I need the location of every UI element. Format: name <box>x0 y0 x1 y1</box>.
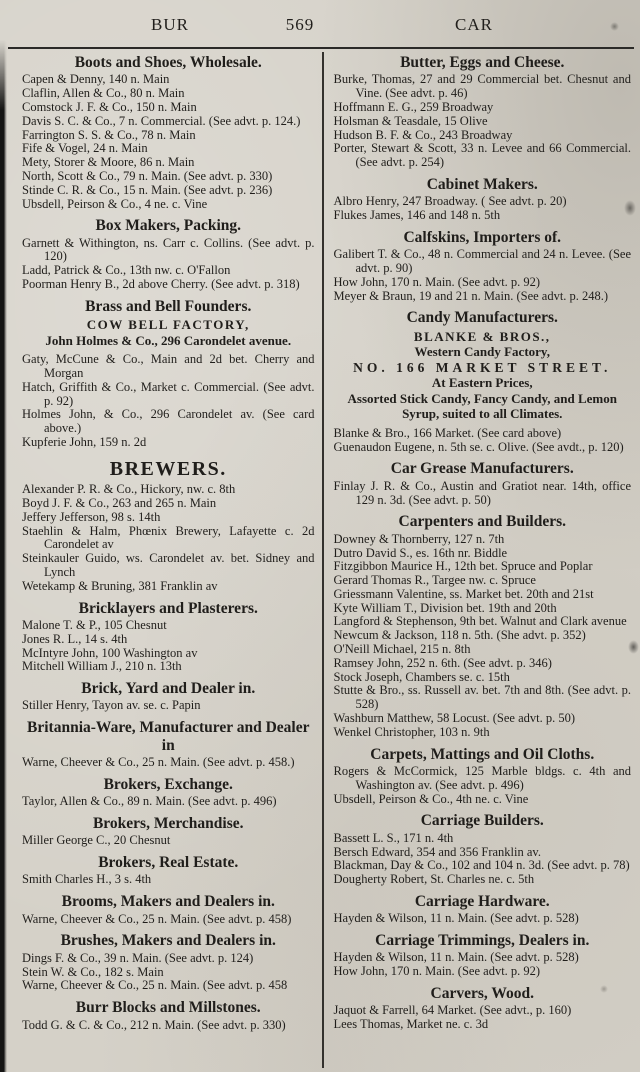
directory-entry: Finlay J. R. & Co., Austin and Gratiot near. 14th, office 129 n. 3d. (See advt. p. 50) <box>333 478 631 507</box>
card-line: COW BELL FACTORY, <box>86 317 250 333</box>
directory-entry: Hatch, Griffith & Co., Market c. Commercial. (See advt. p. 92) <box>22 379 315 408</box>
section-brokers-real-estate <box>22 854 315 887</box>
section-heading: Brokers, Merchandise. <box>92 814 244 832</box>
directory-entry: How John, 170 n. Main. (See advt. p. 92) <box>333 274 541 289</box>
section-brass-and-bell-founders <box>22 298 315 450</box>
section-brokers-exchange <box>22 776 315 809</box>
directory-entry: Bassett L. S., 171 n. 4th <box>333 830 454 845</box>
section-car-grease-manufacturers <box>334 460 632 507</box>
card-line: Western Candy Factory, <box>414 344 550 360</box>
directory-entry: Jones R. L., 14 s. 4th <box>22 631 128 646</box>
directory-entry: Staehlin & Halm, Phœnix Brewery, Lafayette c. 2d Carondelet av <box>22 523 315 552</box>
card-line: NO. 166 MARKET STREET. <box>353 359 612 375</box>
directory-entry: Blackman, Day & Co., 102 and 104 n. 3d. (See advt. p. 78) <box>333 858 630 873</box>
directory-entry: Porter, Stewart & Scott, 33 n. Levee and 66 Commercial. (See advt. p. 254) <box>333 141 631 170</box>
directory-entry: Warne, Cheever & Co., 25 n. Main. (See advt. p. 458 <box>22 978 288 993</box>
section-carpenters-and-builders <box>334 513 632 739</box>
business-card <box>22 317 315 348</box>
directory-entry: Downey & Thornberry, 127 n. 7th <box>333 531 505 546</box>
directory-entry: Hoffmann E. G., 259 Broadway <box>333 99 494 114</box>
directory-entry: Rogers & McCormick, 125 Marble bldgs. c. 4th and Washington av. (See advt. p. 496) <box>333 764 631 792</box>
directory-entry: Dings F. & Co., 39 n. Main. (See advt. p. 124) <box>22 950 254 965</box>
directory-entry: McIntyre John, 100 Washington av <box>22 645 198 660</box>
directory-entry: Garnett & Withington, ns. Carr c. Collins. (See advt. p. 120) <box>22 235 315 264</box>
directory-entry: Smith Charles H., 3 s. 4th <box>22 872 152 887</box>
section-brokers-merchandise <box>22 815 315 848</box>
directory-entry: Blanke & Bro., 166 Market. (See card above) <box>333 425 562 440</box>
section-brewers <box>22 458 315 594</box>
directory-entry: North, Scott & Co., 79 n. Main. (See advt. p. 330) <box>22 168 273 183</box>
paper-stain <box>600 985 608 993</box>
directory-entry: Bersch Edward, 354 and 356 Franklin av. <box>333 844 541 859</box>
directory-entry: Warne, Cheever & Co., 25 n. Main. (See advt. p. 458) <box>22 911 292 926</box>
directory-entry: Stein W. & Co., 182 s. Main <box>22 964 164 979</box>
directory-entry: Albro Henry, 247 Broadway. ( See advt. p. 20) <box>333 194 567 209</box>
page-header <box>0 15 640 41</box>
page-number: 569 <box>285 15 315 34</box>
directory-entry: Wenkel Christopher, 103 n. 9th <box>333 724 490 739</box>
directory-entry: Mitchell William J., 210 n. 13th <box>22 659 182 674</box>
section-butter-eggs-and-cheese <box>334 54 632 170</box>
directory-entry: Griessmann Valentine, ss. Market bet. 20th and 21st <box>333 586 594 601</box>
directory-entry: Kyte William T., Division bet. 19th and 20th <box>333 600 557 615</box>
directory-entry: Stutte & Bro., ss. Russell av. bet. 7th and 8th. (See advt. p. 528) <box>333 683 631 712</box>
directory-entry: Alexander P. R. & Co., Hickory, nw. c. 8th <box>22 482 236 497</box>
directory-entry: Langford & Stephenson, 9th bet. Walnut and Clark avenue <box>333 614 627 629</box>
section-heading: BREWERS. <box>109 457 227 480</box>
directory-entry: Claflin, Allen & Co., 80 n. Main <box>22 86 185 101</box>
section-heading: Brokers, Real Estate. <box>98 854 239 872</box>
card-line: At Eastern Prices, <box>431 375 533 391</box>
directory-entry: Lees Thomas, Market ne. c. 3d <box>333 1017 489 1032</box>
section-box-makers-packing <box>22 217 315 292</box>
directory-entry: Washburn Matthew, 58 Locust. (See advt. p. 50) <box>333 711 576 726</box>
section-carpets-mattings-and-oil-cloths <box>334 746 632 807</box>
card-line: Assorted Stick Candy, Fancy Candy, and Lemon Syrup, suited to all Climates. <box>347 390 617 422</box>
section-bricklayers-and-plasterers <box>22 600 315 675</box>
directory-entry: Ubsdell, Peirson & Co., 4th ne. c. Vine <box>333 791 529 806</box>
left-column <box>10 52 322 1068</box>
directory-entry: Taylor, Allen & Co., 89 n. Main. (See advt. p. 496) <box>22 794 277 809</box>
directory-entry: Burke, Thomas, 27 and 29 Commercial bet. Chesnut and Vine. (See advt. p. 46) <box>333 72 631 101</box>
section-brooms-makers-and-dealers-in <box>22 893 315 926</box>
directory-entry: Mety, Storer & Moore, 86 n. Main <box>22 155 195 170</box>
section-heading: Brooms, Makers and Dealers in. <box>61 893 275 911</box>
section-brushes-makers-and-dealers-in <box>22 932 315 993</box>
section-heading: Brick, Yard and Dealer in. <box>81 680 256 698</box>
directory-entry: Todd G. & C. & Co., 212 n. Main. (See advt. p. 330) <box>22 1017 286 1032</box>
directory-entry: Stiller Henry, Tayon av. se. c. Papin <box>22 698 201 713</box>
header-rule <box>8 47 634 49</box>
paper-stain <box>610 22 619 31</box>
card-line: BLANKE & BROS., <box>413 328 551 344</box>
section-heading: Butter, Eggs and Cheese. <box>400 54 565 71</box>
section-heading: Britannia-Ware, Manufacturer and Dealer in <box>27 719 310 754</box>
directory-entry: Fife & Vogel, 24 n. Main <box>22 141 148 156</box>
section-heading: Brass and Bell Founders. <box>85 297 252 315</box>
directory-entry: Ladd, Patrick & Co., 13th nw. c. O'Fallon <box>22 263 231 278</box>
section-heading: Brokers, Exchange. <box>103 775 233 793</box>
page-scan-edge <box>0 40 7 1072</box>
directory-entry: Jeffery Jefferson, 98 s. 14th <box>22 509 161 524</box>
directory-entry: How John, 170 n. Main. (See advt. p. 92) <box>333 964 541 979</box>
section-heading: Boots and Shoes, Wholesale. <box>74 54 262 71</box>
section-calfskins-importers-of <box>334 229 632 304</box>
directory-entry: Poorman Henry B., 2d above Cherry. (See advt. p. 318) <box>22 277 300 292</box>
directory-entry: Dougherty Robert, St. Charles ne. c. 5th <box>333 872 535 887</box>
card-line: John Holmes & Co., 296 Carondelet avenue. <box>45 332 292 348</box>
section-carriage-trimmings-dealers-in <box>334 932 632 979</box>
section-cabinet-makers <box>334 176 632 223</box>
directory-entry: Capen & Denny, 140 n. Main <box>22 72 170 87</box>
directory-entry: Warne, Cheever & Co., 25 n. Main. (See advt. p. 458.) <box>22 755 295 769</box>
section-heading: Burr Blocks and Millstones. <box>75 999 261 1017</box>
directory-entry: Gaty, McCune & Co., Main and 2d bet. Cherry and Morgan <box>22 352 315 381</box>
directory-entry: Holmes John, & Co., 296 Carondelet av. (See card above.) <box>22 407 315 436</box>
section-carriage-hardware <box>334 893 632 926</box>
directory-entry: Comstock J. F. & Co., 150 n. Main <box>22 99 197 114</box>
directory-entry: Dutro David S., es. 16th nr. Biddle <box>333 545 508 560</box>
directory-entry: Kupferie John, 159 n. 2d <box>22 435 147 450</box>
header-word-left: BUR <box>151 15 189 34</box>
section-burr-blocks-and-millstones <box>22 999 315 1032</box>
directory-entry: Jaquot & Farrell, 64 Market. (See advt., p. 160) <box>333 1003 572 1018</box>
directory-entry: Holsman & Teasdale, 15 Olive <box>333 113 488 128</box>
directory-entry: Stinde C. R. & Co., 15 n. Main. (See advt. p. 236) <box>22 182 273 197</box>
directory-entry: Gerard Thomas R., Targee nw. c. Spruce <box>333 573 536 588</box>
directory-entry: Fitzgibbon Maurice H., 12th bet. Spruce and Poplar <box>333 559 593 574</box>
directory-entry: Malone T. & P., 105 Chesnut <box>22 617 167 632</box>
directory-entry: Hayden & Wilson, 11 n. Main. (See advt. p. 528) <box>333 911 579 926</box>
directory-entry: Hayden & Wilson, 11 n. Main. (See advt. p. 528) <box>333 950 579 965</box>
section-heading: Bricklayers and Plasterers. <box>78 599 258 617</box>
section-heading: Brushes, Makers and Dealers in. <box>60 932 276 950</box>
section-heading: Box Makers, Packing. <box>95 217 242 235</box>
header-word-right: CAR <box>455 15 493 34</box>
directory-entry: Hudson B. F. & Co., 243 Broadway <box>333 127 513 142</box>
section-heading: Carriage Hardware. <box>414 892 550 910</box>
paper-stain <box>628 640 639 654</box>
section-heading: Candy Manufacturers. <box>406 309 558 327</box>
directory-entry: Guenaudon Eugene, n. 5th se. c. Olive. (See avdt., p. 120) <box>333 439 624 454</box>
directory-entry: Boyd J. F. & Co., 263 and 265 n. Main <box>22 496 217 510</box>
section-carriage-builders <box>334 812 632 887</box>
directory-entry: Steinkauler Guido, ws. Carondelet av. bet. Sidney and Lynch <box>22 551 315 579</box>
section-candy-manufacturers <box>334 309 632 454</box>
directory-entry: Stock Joseph, Chambers se. c. 15th <box>333 669 510 684</box>
section-heading: Carpets, Mattings and Oil Cloths. <box>370 745 595 763</box>
directory-columns <box>10 52 633 1068</box>
section-brick-yard-and-dealer-in <box>22 680 315 713</box>
directory-entry: Galibert T. & Co., 48 n. Commercial and 24 n. Levee. (See advt. p. 90) <box>333 247 631 276</box>
section-carvers-wood <box>334 985 632 1032</box>
section-heading: Carriage Builders. <box>420 812 544 830</box>
section-heading: Car Grease Manufacturers. <box>390 460 574 478</box>
section-heading: Carriage Trimmings, Dealers in. <box>375 932 590 950</box>
directory-entry: Davis S. C. & Co., 7 n. Commercial. (See advt. p. 124.) <box>22 113 301 128</box>
directory-entry: Flukes James, 146 and 148 n. 5th <box>333 208 501 223</box>
section-britannia-ware-manufacturer-and-dealer-in <box>22 719 315 770</box>
directory-entry: Wetekamp & Bruning, 381 Franklin av <box>22 578 218 593</box>
section-heading: Carpenters and Builders. <box>398 513 566 531</box>
directory-entry: Ramsey John, 252 n. 6th. (See advt. p. 346) <box>333 655 552 670</box>
paper-stain <box>624 200 636 216</box>
directory-entry: Farrington S. S. & Co., 78 n. Main <box>22 127 196 142</box>
directory-entry: Ubsdell, Peirson & Co., 4 ne. c. Vine <box>22 196 208 211</box>
directory-entry: Newcum & Jackson, 118 n. 5th. (She advt. p. 352) <box>333 628 586 643</box>
directory-entry: O'Neill Michael, 215 n. 8th <box>333 642 471 657</box>
section-heading: Calfskins, Importers of. <box>403 228 562 246</box>
section-boots-and-shoes-wholesale <box>22 54 315 211</box>
business-card <box>334 329 632 422</box>
directory-entry: Meyer & Braun, 19 and 21 n. Main. (See advt. p. 248.) <box>333 288 609 303</box>
section-heading: Cabinet Makers. <box>426 175 538 193</box>
section-heading: Carvers, Wood. <box>430 985 534 1003</box>
directory-entry: Miller George C., 20 Chesnut <box>22 833 171 848</box>
right-column <box>322 52 634 1068</box>
